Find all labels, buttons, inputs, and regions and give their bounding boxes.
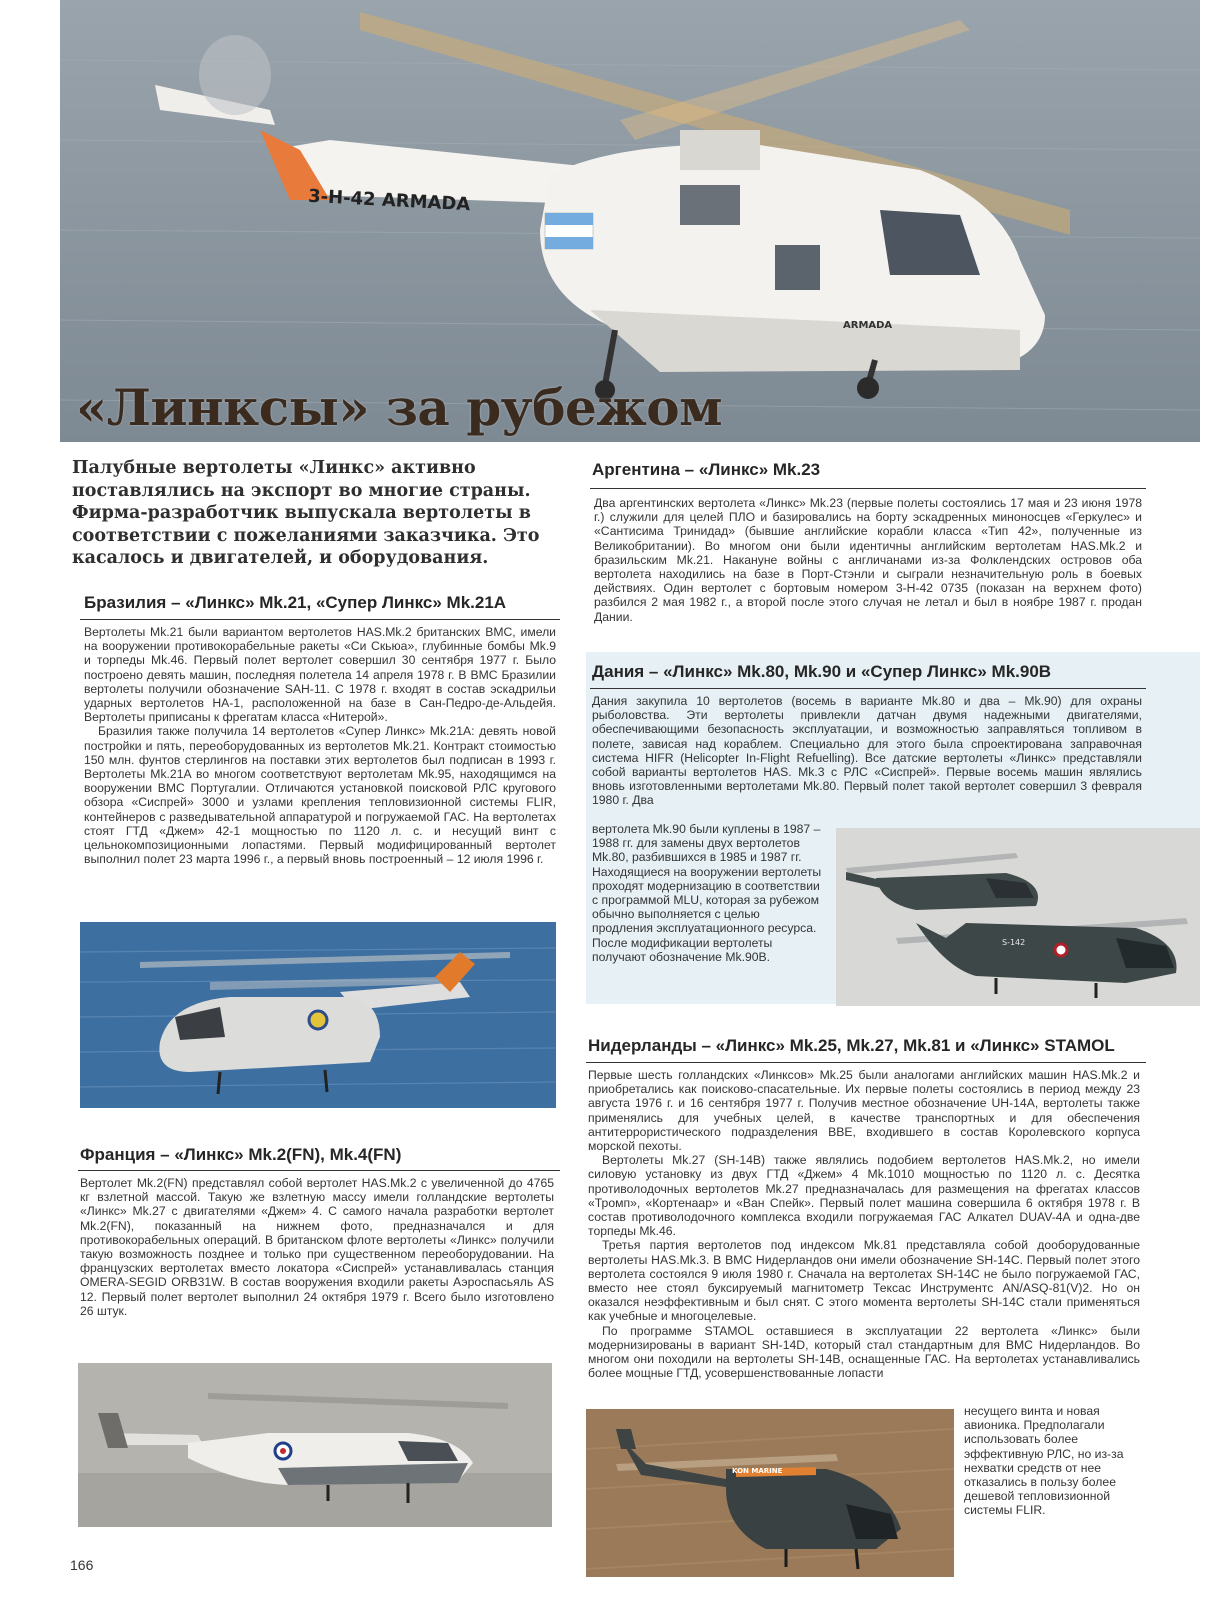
hero-body-marking: ARMADA bbox=[843, 320, 893, 331]
hero-tail-marking: 3-H-42 ARMADA bbox=[307, 185, 471, 216]
brazil-paragraph-2: Бразилия также получила 14 вертолетов «Супер Линкс» Mk.21A: девять новой постройки и пять, переоборудованных из вертолетов Mk.21. Контракт стоимостью 150 млн. фунтов стерлингов на поставки этих вертолетов был подписан в 1993 г. Вертолеты Mk.21A во многом соответствуют вертолетам Mk.95, находящимся на вооружении ВМС Португалии. Отличаются установкой поисковой РЛС кругового обзора «Сиспрей» 3000 и узлами крепления тепловизионной системы FLIR, контейнеров с разведывательной аппаратурой и погружаемой ГАС. На вертолетах стоят ГТД «Джем» 42-1 мощностью по 1120 л. с. и несущий винт с цельнокомпозиционными лопастями. Первый модифицированный вертолет выполнил полет 23 марта 1996 г., а первый вновь построенный – 12 июля 1996 г. bbox=[84, 724, 556, 867]
netherlands-paragraph-1: Первые шесть голландских «Линксов» Mk.25 были аналогами английских машин HAS.Mk.2 и приобретались как поисково-спасательные. Их первые полеты состоялись в период между 23 августа 1976 г. и 16 сентября 1977 г. Получив местное обозначение UH-14A, вертолеты также применялись для учебных целей, в качестве транспортных и для обеспечения антитеррористического подразделения ВВЕ, входившего в состав Королевского корпуса морской пехоты. bbox=[588, 1068, 1140, 1154]
netherlands-paragraph-2: Вертолеты Mk.27 (SH-14B) также являлись подобием вертолетов HAS.Mk.2, но имели силовую установку из двух ГТД «Джем» 4 Mk.1010 мощностью по 1120 л. с. Десятка противолодочных вертолетов Mk.27 предназначалась для размещения на фрегатах классов «Тромп», «Кортенаар» и «Ван Спейк». Первый полет машина совершила 6 октября 1978 г. В состав противолодочного комплекса входили погружаемая ГАС Алкател DUAV-4A и одна-две торпеды Mk.46. bbox=[588, 1153, 1140, 1239]
denmark-paragraph-1: Дания закупила 10 вертолетов (восемь в варианте Mk.80 и два – Mk.90) для охраны рыболовства. Эти вертолеты привлекли датчан двумя надежными двигателями, обеспечивающими безопасность эксплуатации, и возможностью заправляться топливом в полете, зависая над кораблем. Специально для этого была спроектирована заправочная система HIFR (Helicopter In-Flight Refuelling). Все датские вертолеты «Линкс» представляли собой варианты вертолетов HAS. Mk.3 с РЛС «Сиспрей». Первые восемь машин являлись вновь изготовленными вертолетами Mk.80. Первый полет такой вертолет совершил 3 февраля 1980 г. Два bbox=[592, 694, 1142, 808]
page-headline: «Линксы» за рубежом bbox=[76, 378, 723, 437]
hero-photo bbox=[60, 0, 1200, 442]
section-text-denmark-narrow bbox=[592, 822, 822, 964]
section-title-denmark: Дания – «Линкс» Mk.80, Mk.90 и «Супер Линкс» Mk.90B bbox=[592, 662, 1052, 681]
denmark-paragraph-1b: вертолета Mk.90 были куплены в 1987 – 1988 гг. для замены двух вертолетов Mk.80, разбившихся в 1985 и 1987 гг. bbox=[592, 822, 821, 865]
lead-paragraph: Палубные вертолеты «Линкс» активно поставлялись на экспорт во многие страны. Фирма-разработчик выпускала вертолеты в соответствии с пожеланиями заказчика. Это касалось и двигателей, и оборудования. bbox=[72, 458, 540, 568]
section-text-denmark bbox=[592, 694, 1142, 808]
netherlands-photo-marking: KON MARINE bbox=[732, 1467, 783, 1475]
netherlands-paragraph-4b: несущего винта и новая авионика. Предполагали использовать более эффективную РЛС, но из-за нехватки средств от нее отказались в пользу более дешевой тепловизионной системы FLIR. bbox=[964, 1404, 1124, 1518]
netherlands-paragraph-4: По программе STAMOL оставшиеся в эксплуатации 22 вертолета «Линкс» были модернизированы в вариант SH-14D, который стал стандартным для ВМС Нидерландов. Во многом они походили на вертолеты SH-14B, оснащенные ГАС. На вертолетах устанавливались более мощные ГТД, усовершенствованные лопасти bbox=[588, 1323, 1140, 1381]
section-title-argentina: Аргентина – «Линкс» Mk.23 bbox=[592, 460, 821, 479]
page-number: 166 bbox=[70, 1557, 94, 1573]
section-rule-netherlands bbox=[586, 1062, 1146, 1063]
section-rule-france bbox=[78, 1170, 560, 1171]
section-text-france bbox=[80, 1176, 554, 1318]
denmark-photo bbox=[836, 828, 1200, 1006]
section-title-brazil: Бразилия – «Линкс» Mk.21, «Супер Линкс» Mk.21A bbox=[84, 593, 507, 612]
section-text-netherlands-narrow bbox=[964, 1404, 1140, 1518]
argentina-paragraph-1: Два аргентинских вертолета «Линкс» Mk.23 (первые полеты состоялись 17 мая и 23 июня 1978 г.) служили для целей ПЛО и базировались на борту эскадренных миноносцев «Геркулес» и «Сантисима Тринидад» (бывшие английские корабли класса «Тип 42», полученные из Великобритании). Во многом они были идентичны английским вертолетам HAS.Mk.2 и бразильским Mk.21. Накануне войны с англичанами из-за Фолклендских островов оба вертолета находились на базе в Порт-Стэнли и сыграли незначительную роль в боевых действиях. Один вертолет с бортовым номером 3-H-42 0735 (показан на верхнем фото) разбился 2 мая 1982 г., а второй после этого случая не летал и был в ноябре 1987 г. продан Дании. bbox=[594, 496, 1142, 624]
brazil-paragraph-1: Вертолеты Mk.21 были вариантом вертолетов HAS.Mk.2 британских ВМС, имели на вооружении противокорабельные ракеты «Си Скьюа», глубинные бомбы Mk.9 и торпеды Mk.46. Первый полет вертолет совершил 30 сентября 1977 г. Было построено девять машин, последняя полетела 14 апреля 1978 г. В ВМС Бразилии вертолеты получили обозначение SAH-11. С 1978 г. входят в состав эскадрильи ударных вертолетов HA-1, расположенной на базе в Сан-Педро-де-Альдейя. Вертолеты приписаны к фрегатам класса «Нитерой». bbox=[84, 625, 556, 725]
section-rule-denmark bbox=[590, 688, 1146, 689]
netherlands-paragraph-3: Третья партия вертолетов под индексом Mk.81 представляла собой дооборудованные вертолеты HAS.Mk.3. В ВМС Нидерландов они имели обозначение SH-14C. Первый полет этого вертолета состоялся 9 июля 1980 г. Сначала на вертолетах SH-14C не было погружаемой ГАС, вместо нее стоял буксируемый магнитометр Тексас Инструментс AN/ASQ-81(V)2. Но он оказался неэффективным и был снят. С этого момента вертолеты SH-14C стали применяться как учебные и многоцелевые. bbox=[588, 1238, 1140, 1324]
france-paragraph-1: Вертолет Mk.2(FN) представлял собой вертолет HAS.Mk.2 с увеличенной до 4765 кг взлетной массой. Такую же взлетную массу имели голландские вертолеты «Линкс» Mk.27 с двигателями «Джем» 4. С самого начала разработки вертолет Mk.2(FN), показанный на нижнем фото, предназначался и для противокорабельных операций. В британском флоте вертолеты «Линкс» получили такую возможность позднее и только при существенном переоборудовании. На французских вертолетах вместо локатора «Сиспрей» устанавливалась станция OMERA-SEGID ORB31W. В состав вооружения входили ракеты Аэроспасьяль AS 12. Первый полет вертолет выполнил 24 октября 1979 г. Всего было изготовлено 26 штук. bbox=[80, 1176, 554, 1318]
section-title-netherlands: Нидерланды – «Линкс» Mk.25, Mk.27, Mk.81 и «Линкс» STAMOL bbox=[588, 1036, 1115, 1055]
section-rule-brazil bbox=[80, 619, 560, 620]
section-title-france: Франция – «Линкс» Mk.2(FN), Mk.4(FN) bbox=[80, 1145, 402, 1164]
section-text-brazil bbox=[84, 625, 556, 866]
france-photo bbox=[78, 1363, 552, 1527]
section-text-argentina bbox=[594, 496, 1142, 624]
denmark-photo-marking: S-142 bbox=[1002, 938, 1026, 947]
section-text-netherlands bbox=[588, 1068, 1140, 1380]
brazil-photo bbox=[80, 922, 556, 1108]
denmark-paragraph-2: Находящиеся на вооружении вертолеты проходят модернизацию в соответствии с программой MLU, которая за рубежом обычно выполняется с целью продления эксплуатационного ресурса. После модификации вертолеты получают обозначение Mk.90B. bbox=[592, 864, 822, 964]
section-rule-argentina bbox=[590, 488, 1146, 489]
netherlands-photo bbox=[586, 1409, 954, 1577]
